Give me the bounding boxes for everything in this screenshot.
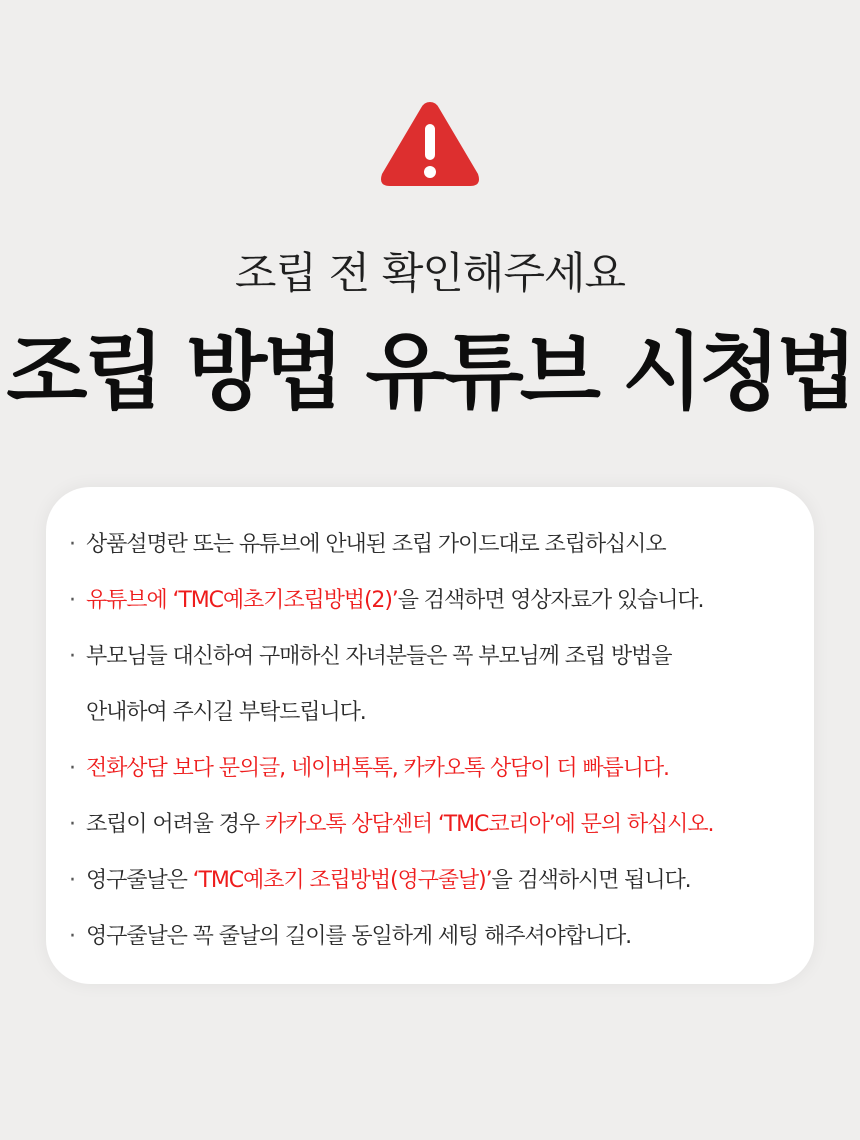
bullet: · (69, 644, 75, 669)
notice-text-segment: 을 검색하시면 됩니다. (491, 868, 691, 893)
notice-line (46, 861, 814, 901)
notice-line (46, 917, 814, 957)
bullet: · (69, 532, 75, 557)
bullet: · (69, 588, 75, 613)
notice-text (86, 749, 669, 789)
notice-text-segment: 부모님들 대신하여 구매하신 자녀분들은 꼭 부모님께 조립 방법을 (86, 644, 672, 669)
page-title: 조립 방법 유튜브 시청법 (6, 323, 854, 421)
highlight-text: ‘TMC예초기 조립방법(영구줄날)’ (192, 868, 492, 893)
notice-line (46, 581, 814, 621)
notice-card (46, 487, 814, 984)
notice-text-segment: 영구줄날은 꼭 줄날의 길이를 동일하게 세팅 해주셔야합니다. (86, 924, 632, 949)
bullet: · (69, 756, 75, 781)
notice-text-segment: 안내하여 주시길 부탁드립니다. (86, 700, 366, 725)
warning-triangle-icon (376, 96, 484, 192)
notice-text (86, 861, 691, 901)
notice-text (86, 637, 671, 677)
notice-text (86, 805, 713, 845)
notice-text (86, 693, 366, 733)
highlight-text: 전화상담 보다 문의글, 네이버톡톡, 카카오톡 상담이 더 빠릅니다. (86, 756, 669, 781)
highlight-text: 유튜브에 ‘TMC예초기조립방법(2)’ (86, 588, 398, 613)
notice-line (46, 637, 814, 677)
bullet: · (69, 924, 75, 949)
bullet: · (69, 868, 75, 893)
notice-text (86, 525, 665, 565)
notice-line (46, 525, 814, 565)
notice-text-segment: 영구줄날은 (86, 868, 193, 893)
notice-text-segment: 상품설명란 또는 유튜브에 안내된 조립 가이드대로 조립하십시오 (86, 532, 666, 557)
bullet: · (69, 812, 75, 837)
page-subtitle: 조립 전 확인해주세요 (234, 249, 626, 299)
notice-text-segment: 을 검색하면 영상자료가 있습니다. (397, 588, 704, 613)
notice-line (46, 805, 814, 845)
notice-line (46, 749, 814, 789)
notice-line-continuation (46, 693, 814, 733)
notice-text-segment: 조립이 어려울 경우 (86, 812, 265, 837)
notice-text (86, 917, 631, 957)
notice-text (86, 581, 703, 621)
highlight-text: 카카오톡 상담센터 ‘TMC코리아’에 문의 하십시오. (264, 812, 714, 837)
